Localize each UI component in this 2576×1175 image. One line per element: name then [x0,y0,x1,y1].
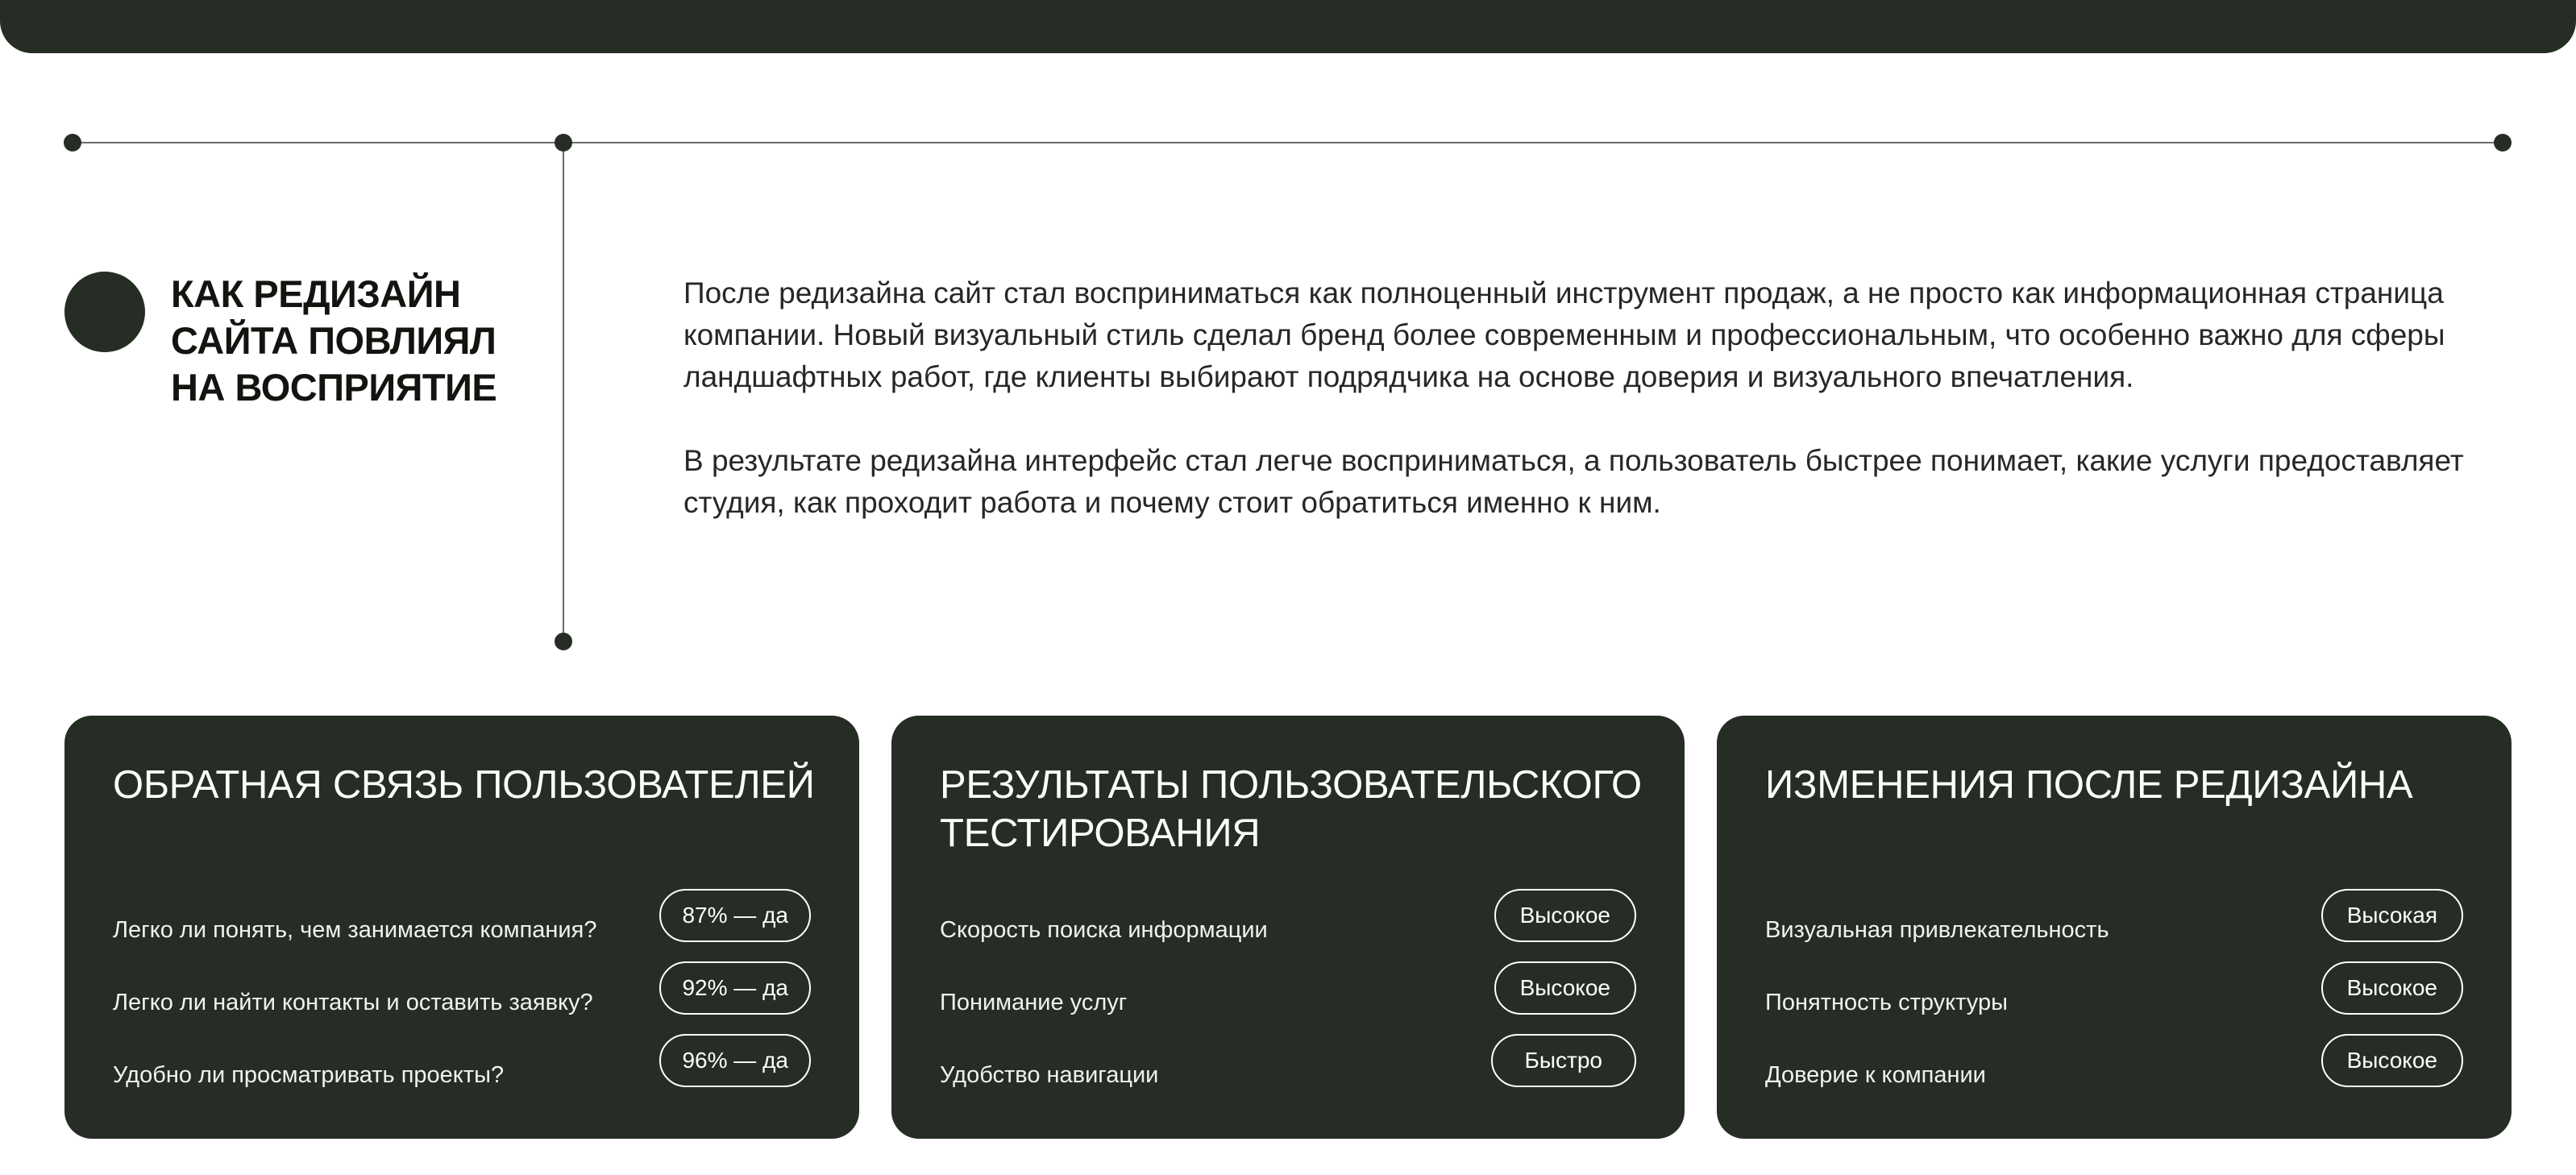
card-title: ИЗМЕНЕНИЯ ПОСЛЕ РЕДИЗАЙНА [1765,763,2413,807]
timeline-dot-junction [555,134,572,152]
timeline-vertical-line [563,143,564,641]
row-label: Визуальная привлекательность [1765,917,2109,943]
card-row [1765,961,2463,1019]
card-row [113,961,811,1019]
row-label: Понятность структуры [1765,990,2008,1015]
timeline-dot-right [2494,134,2512,152]
row-label: Удобно ли просматривать проекты? [113,1062,505,1088]
redesign-changes-card [1717,716,2512,1139]
row-label: Легко ли найти контакты и оставить заявку? [113,990,593,1015]
card-row [113,1034,811,1092]
section-marker-circle [64,272,145,352]
feedback-card [64,716,859,1139]
testing-results-card [891,716,1685,1139]
section-title: КАК РЕДИЗАЙН САЙТА ПОВЛИЯЛ НА ВОСПРИЯТИЕ [171,272,497,409]
card-title: РЕЗУЛЬТАТЫ ПОЛЬЗОВАТЕЛЬСКОГО ТЕСТИРОВАНИЯ [940,763,1642,855]
section-body [683,272,2505,566]
top-banner [0,0,2576,53]
body-paragraph: В результате редизайна интерфейс стал легче восприниматься, а пользователь быстрее понимает, какие услуги предоставляет студия, как проходит работа и почему стоит обратиться именно к ним. [683,444,2464,519]
value-badge: 87% — да [659,889,811,942]
value-badge: Высокое [1494,889,1636,942]
row-label: Доверие к компании [1765,1062,1986,1088]
row-label: Удобство навигации [940,1062,1159,1088]
value-badge: Высокое [2321,1034,2463,1087]
timeline-dot-left [64,134,81,152]
value-badge: Высокая [2321,889,2463,942]
card-title: ОБРАТНАЯ СВЯЗЬ ПОЛЬЗОВАТЕЛЕЙ [113,763,815,807]
row-label: Легко ли понять, чем занимается компания? [113,917,597,943]
value-badge: 92% — да [659,961,811,1015]
timeline-dot-bottom [555,633,572,650]
value-badge: Быстро [1491,1034,1636,1087]
card-row [1765,889,2463,947]
row-label: Скорость поиска информации [940,917,1268,943]
card-row [940,889,1636,947]
card-row [940,961,1636,1019]
card-row [113,889,811,947]
card-row [1765,1034,2463,1092]
value-badge: Высокое [1494,961,1636,1015]
card-row [940,1034,1636,1092]
value-badge: Высокое [2321,961,2463,1015]
body-paragraph: После редизайна сайт стал восприниматься как полноценный инструмент продаж, а не просто как информационная страница компании. Новый визуальный стиль сделал бренд более современным и профессиональным, что особенно важно для сферы ландшафтных работ, где клиенты выбирают подрядчика на основе доверия и визуального впечатления. [683,276,2445,393]
value-badge: 96% — да [659,1034,811,1087]
timeline-horizontal-line [73,142,2503,143]
row-label: Понимание услуг [940,990,1128,1015]
